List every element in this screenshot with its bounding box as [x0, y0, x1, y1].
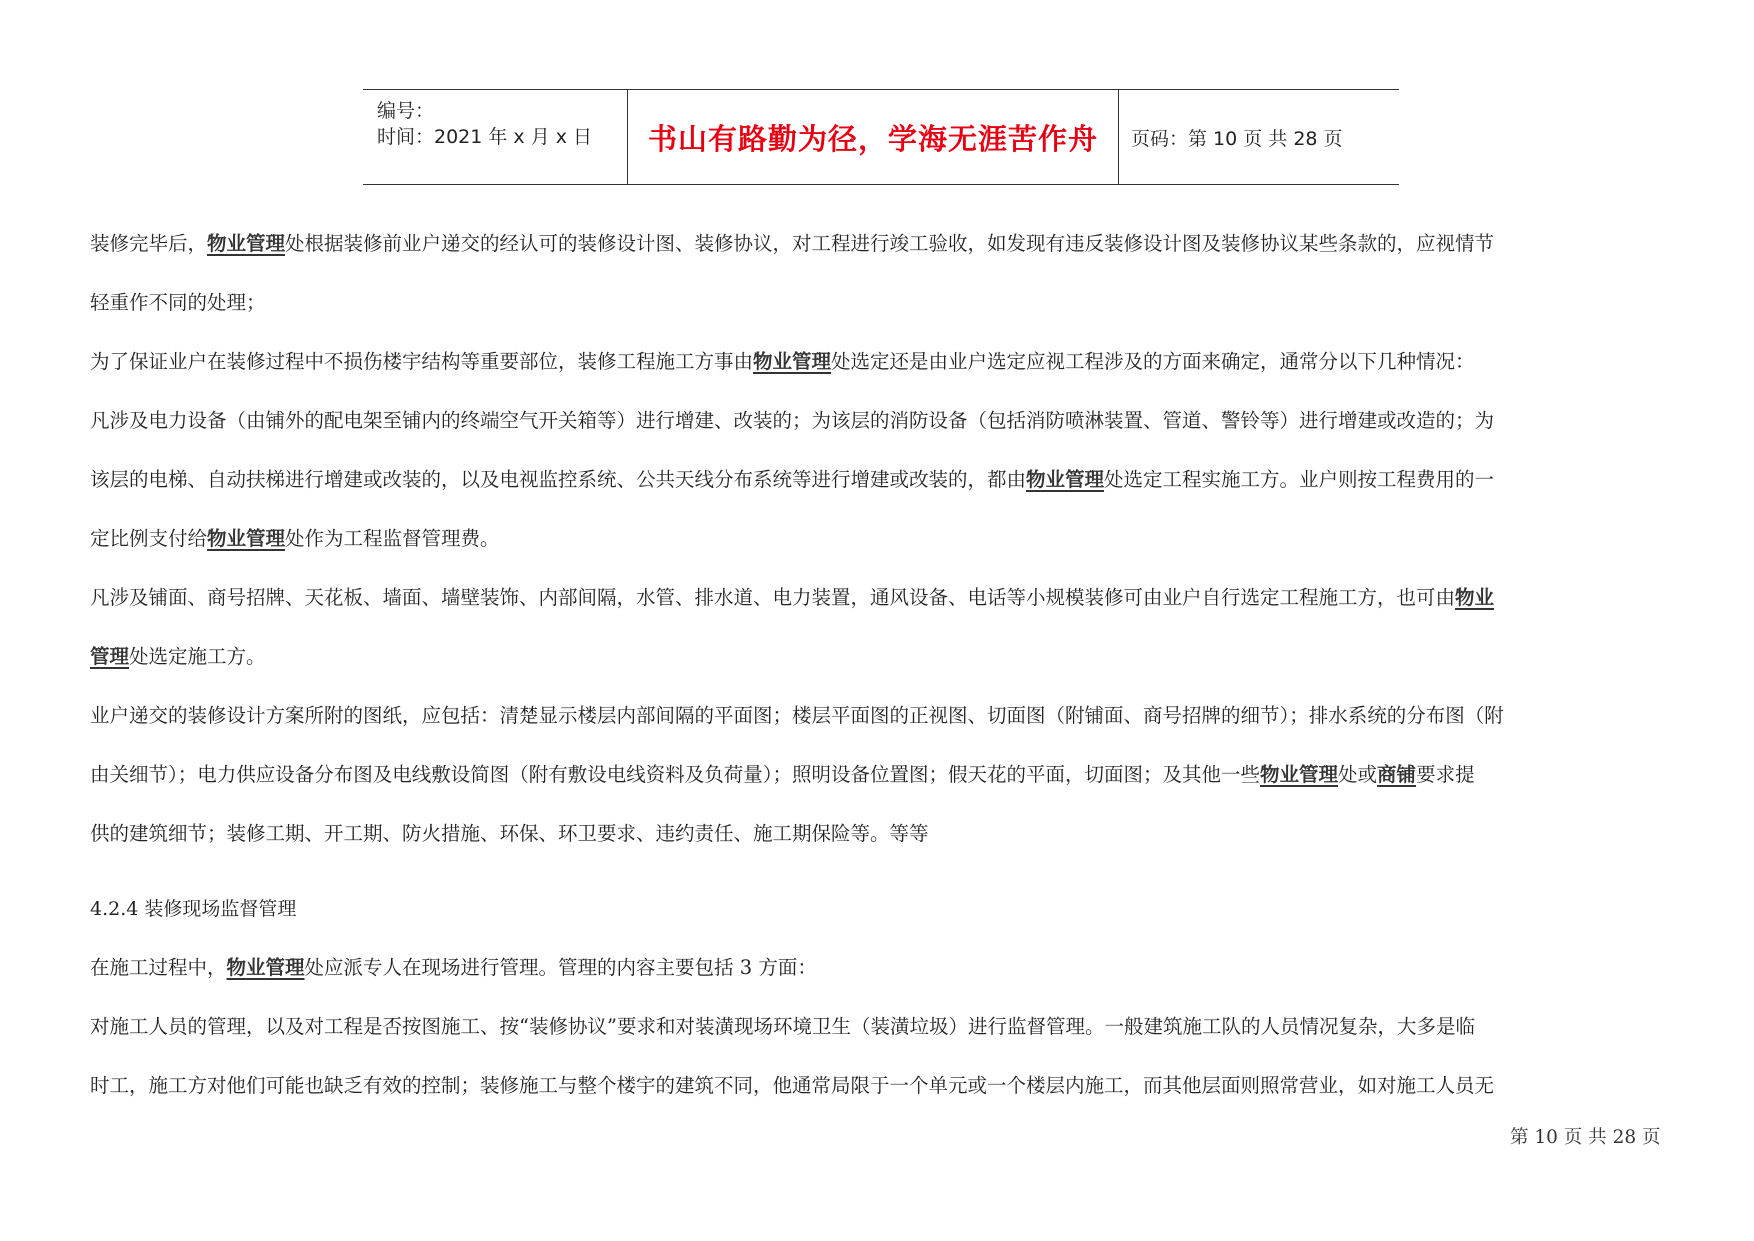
paragraph-line: [90, 1070, 1494, 1098]
text-run: 处选定工程实施工方。业户则按工程费用的一: [1104, 468, 1495, 491]
keyword-link[interactable]: 物业管理: [1260, 763, 1339, 786]
paragraph-line: [90, 818, 929, 846]
text-run: 在施工过程中，: [90, 956, 227, 979]
keyword-link[interactable]: 物业管理: [1026, 468, 1105, 491]
paragraph-line: [90, 405, 1494, 433]
keyword-link[interactable]: 商铺: [1377, 763, 1417, 786]
keyword-link[interactable]: 物业: [1455, 586, 1495, 609]
header-info-cell: [363, 90, 628, 184]
text-run: 处或: [1338, 763, 1378, 786]
text-run: 要求提: [1416, 763, 1475, 786]
header-page-code: 页码：第 10 页 共 28 页: [1131, 127, 1343, 150]
paragraph-line: [90, 641, 266, 669]
text-run: 由关细节）；电力供应设备分布图及电线敷设简图（附有敷设电线资料及负荷量）；照明设备位置图；假天花的平面，切面图；及其他一些: [90, 763, 1261, 786]
document-header: [363, 89, 1399, 185]
paragraph-line: [90, 582, 1494, 610]
section-title: 4.2.4 装修现场监督管理: [90, 898, 297, 920]
document-time-label: 时间：2021 年 x 月 x 日: [377, 126, 593, 148]
text-run: 时工，施工方对他们可能也缺乏有效的控制；装修施工与整个楼宇的建筑不同，他通常局限于一个单元或一个楼层内施工，而其他层面则照常营业，如对施工人员无: [90, 1074, 1495, 1097]
text-run: 处根据装修前业户递交的经认可的装修设计图、装修协议，对工程进行竣工验收，如发现有违反装修设计图及装修协议某些条款的，应视情节: [285, 232, 1495, 255]
paragraph-line: [90, 759, 1475, 787]
text-run: 凡涉及电力设备（由铺外的配电架至铺内的终端空气开关箱等）进行增建、改装的；为该层的消防设备（包括消防喷淋装置、管道、警铃等）进行增建或改造的；为: [90, 409, 1495, 432]
keyword-link[interactable]: 物业管理: [226, 956, 305, 979]
text-run: 供的建筑细节；装修工期、开工期、防火措施、环保、环卫要求、违约责任、施工期保险等。等等: [90, 822, 929, 845]
keyword-link[interactable]: 物业管理: [753, 350, 832, 373]
keyword-link[interactable]: 物业管理: [207, 527, 286, 550]
text-run: 处作为工程监督管理费。: [285, 527, 500, 550]
keyword-link[interactable]: 物业管理: [207, 232, 286, 255]
header-page-cell: [1119, 90, 1399, 184]
paragraph-line: [90, 287, 266, 315]
header-motto-cell: [628, 90, 1119, 184]
paragraph-line: [90, 464, 1494, 492]
text-run: 业户递交的装修设计方案所附的图纸，应包括：清楚显示楼层内部间隔的平面图；楼层平面图的正视图、切面图（附铺面、商号招牌的细节）；排水系统的分布图（附: [90, 704, 1504, 727]
text-run: 对施工人员的管理，以及对工程是否按图施工、按“装修协议”要求和对装潢现场环境卫生（装潢垃圾）进行监督管理。一般建筑施工队的人员情况复杂，大多是临: [90, 1015, 1475, 1038]
paragraph-line: [90, 952, 817, 980]
text-run: 处选定还是由业户选定应视工程涉及的方面来确定，通常分以下几种情况：: [831, 350, 1475, 373]
paragraph-line: [90, 346, 1475, 374]
paragraph-line: [90, 523, 500, 551]
text-run: 装修完毕后，: [90, 232, 208, 255]
text-run: 该层的电梯、自动扶梯进行增建或改装的，以及电视监控系统、公共天线分布系统等进行增建或改装的，都由: [90, 468, 1027, 491]
document-number-label: 编号：: [377, 100, 435, 122]
text-run: 处应派专人在现场进行管理。管理的内容主要包括 3 方面：: [304, 956, 817, 979]
text-run: 轻重作不同的处理；: [90, 291, 266, 314]
text-run: 为了保证业户在装修过程中不损伤楼宇结构等重要部位，装修工程施工方事由: [90, 350, 754, 373]
text-run: 定比例支付给: [90, 527, 208, 550]
text-run: 处选定施工方。: [129, 645, 266, 668]
section-heading: [90, 894, 296, 921]
keyword-link[interactable]: 管理: [90, 645, 130, 668]
text-run: 凡涉及铺面、商号招牌、天花板、墙面、墙壁装饰、内部间隔，水管、排水道、电力装置，通风设备、电话等小规模装修可由业户自行选定工程施工方，也可由: [90, 586, 1456, 609]
paragraph-line: [90, 228, 1494, 256]
page-footer: 第 10 页 共 28 页: [1510, 1127, 1661, 1148]
header-motto: 书山有路勤为径，学海无涯苦作舟: [647, 121, 1098, 156]
paragraph-line: [90, 1011, 1475, 1039]
paragraph-line: [90, 700, 1504, 728]
